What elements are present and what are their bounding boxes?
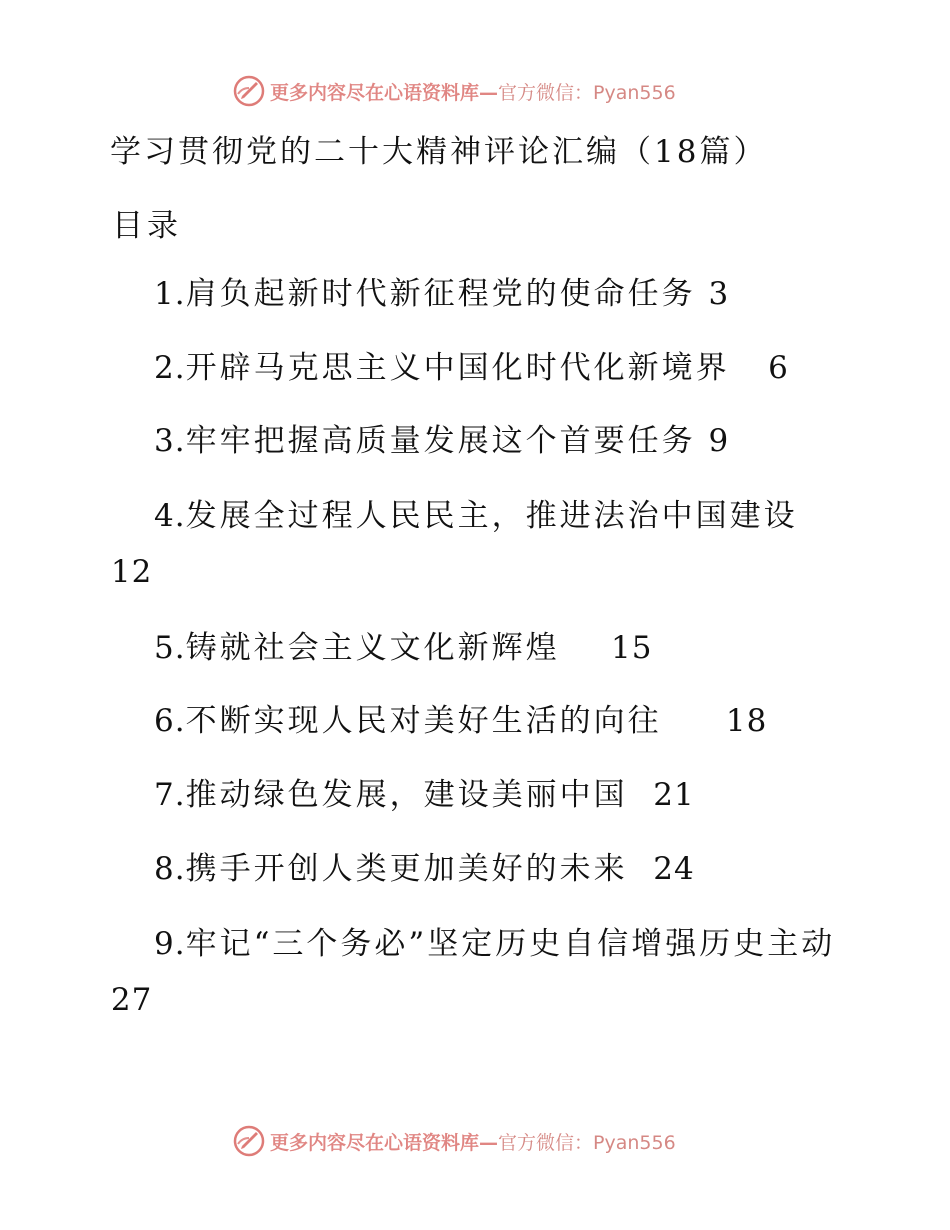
toc-item: 6.不断实现人民对美好生活的向往 18 bbox=[154, 703, 768, 739]
toc-item: 8.携手开创人类更加美好的未来 24 bbox=[154, 851, 695, 887]
toc-item: 1.肩负起新时代新征程党的使命任务 3 bbox=[154, 276, 730, 312]
toc-item: 4.发展全过程人民民主，推进法治中国建设 12 bbox=[110, 498, 798, 590]
toc-item: 3.牢牢把握高质量发展这个首要任务 9 bbox=[154, 423, 730, 459]
toc-item: 9.牢记“三个务必”坚定历史自信增强历史主动 27 bbox=[110, 926, 836, 1018]
document-title: 学习贯彻党的二十大精神评论汇编（18篇） bbox=[110, 134, 768, 170]
toc-item: 2.开辟马克思主义中国化时代化新境界 6 bbox=[154, 350, 789, 386]
toc-item: 5.铸就社会主义文化新辉煌 15 bbox=[154, 630, 653, 666]
logo-icon bbox=[232, 74, 266, 108]
watermark-header bbox=[232, 74, 676, 108]
logo-icon bbox=[232, 1124, 266, 1158]
watermark-text: 更多内容尽在心语资料库—官方微信：Pyan556 bbox=[270, 81, 676, 104]
watermark-footer bbox=[232, 1124, 676, 1158]
toc-heading: 目录 bbox=[112, 208, 182, 244]
toc-item: 7.推动绿色发展，建设美丽中国 21 bbox=[154, 777, 695, 813]
watermark-text: 更多内容尽在心语资料库—官方微信：Pyan556 bbox=[270, 1131, 676, 1154]
